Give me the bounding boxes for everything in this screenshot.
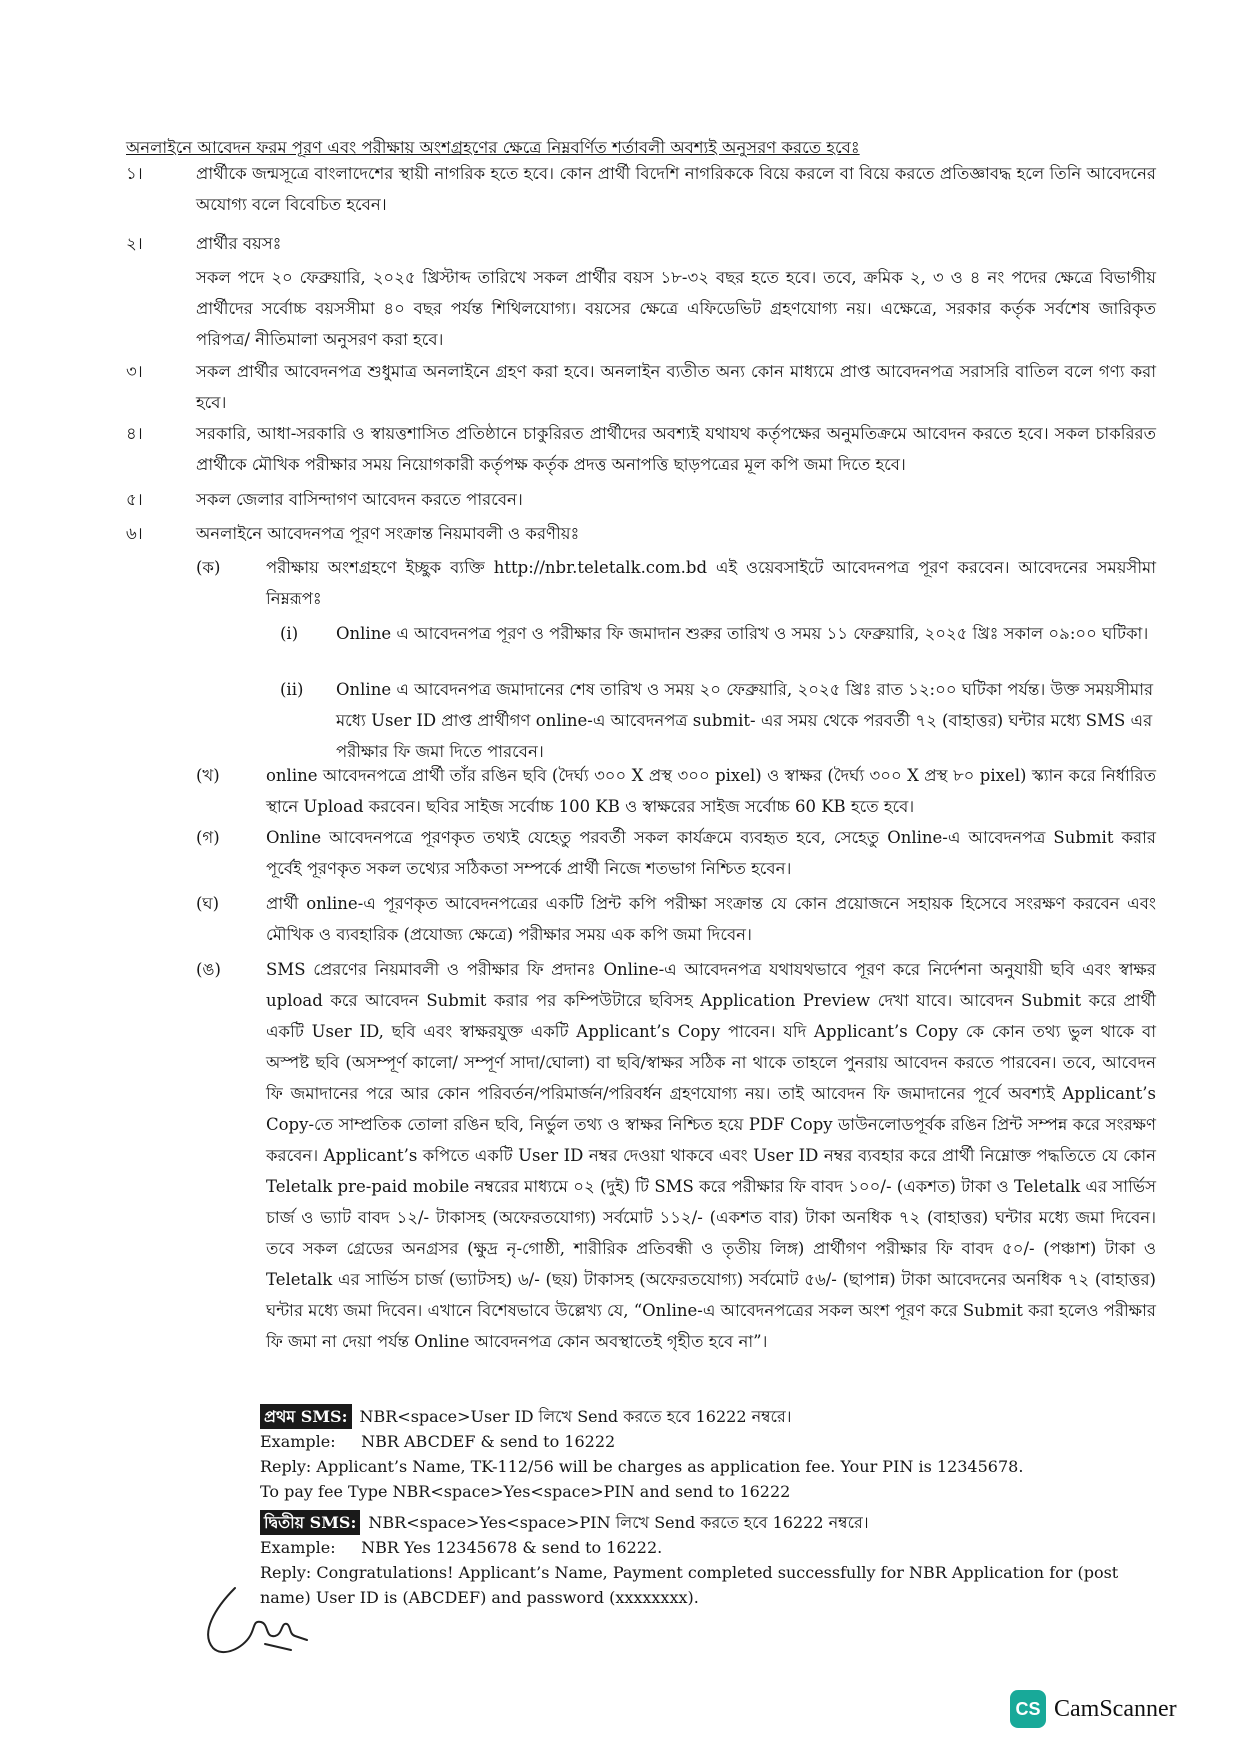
sub-item-ga-text: Online আবেদনপত্রে পূরণকৃত তথ্যই যেহেতু পরবর্তী সকল কার্যক্রমে ব্যবহৃত হবে, সেহেতু Online-এ আবেদনপত্র Submit করার পূর্বেই পূরণকৃত সকল তথ্যের সঠিকতা সম্পর্কে প্রার্থী নিজে শতভাগ নিশ্চিত হবেন। — [266, 828, 1156, 878]
second-sms-block — [260, 1510, 1160, 1610]
first-sms-instruction: NBR<space>User ID লিখে Send করতে হবে 16222 নম্বরে। — [359, 1407, 792, 1426]
camscanner-logo-icon: CS — [1010, 1690, 1046, 1728]
sub-item-ka-label: (ক) — [196, 558, 221, 577]
item-6-number: ৬। — [126, 524, 143, 543]
item-6-text: অনলাইনে আবেদনপত্র পূরণ সংক্রান্ত নিয়মাবলী ও করণীয়ঃ — [196, 524, 580, 543]
second-sms-instruction-line — [260, 1510, 1160, 1535]
item-2-title: প্রার্থীর বয়সঃ — [196, 234, 282, 253]
first-sms-label: প্রথম SMS: — [260, 1404, 352, 1429]
first-sms-example-label: Example: — [260, 1432, 336, 1451]
item-1-text: প্রার্থীকে জন্মসূত্রে বাংলাদেশের স্থায়ী নাগরিক হতে হবে। কোন প্রার্থী বিদেশি নাগরিককে বিয়ে করলে বা বিয়ে করতে প্রতিজ্ঞাবদ্ধ হলে তিনি আবেদনের অযোগ্য বলে বিবেচিত হবেন। — [196, 164, 1156, 214]
first-sms-reply-2: To pay fee Type NBR<space>Yes<space>PIN and send to 16222 — [260, 1482, 791, 1501]
item-5-number: ৫। — [126, 490, 143, 509]
roman-i-text: Online এ আবেদনপত্র পূরণ ও পরীক্ষার ফি জমাদান শুরুর তারিখ ও সময় ১১ ফেব্রুয়ারি, ২০২৫ খ্রিঃ সকাল ০৯:০০ ঘটিকা। — [336, 624, 1149, 643]
second-sms-instruction: NBR<space>Yes<space>PIN লিখে Send করতে হবে 16222 নম্বরে। — [368, 1513, 869, 1532]
item-3-number: ৩। — [126, 362, 143, 381]
sub-item-gha-label: (ঘ) — [196, 894, 220, 913]
first-sms-example: NBR ABCDEF & send to 16222 — [361, 1432, 616, 1451]
item-4-number: ৪। — [126, 424, 143, 443]
roman-i-label: (i) — [280, 624, 299, 643]
item-2-number: ২। — [126, 234, 143, 253]
sub-item-ka-text-after: এই ওয়েবসাইটে আবেদনপত্র পূরণ করবেন। আবেদনের সময়সীমা নিম্নরূপঃ — [266, 558, 1157, 608]
sub-item-kha-label: (খ) — [196, 766, 220, 785]
item-5-text: সকল জেলার বাসিন্দাগণ আবেদন করতে পারবেন। — [196, 490, 523, 509]
roman-ii-label: (ii) — [280, 680, 304, 699]
sub-item-umo-text: SMS প্রেরণের নিয়মাবলী ও পরীক্ষার ফি প্রদানঃ Online-এ আবেদনপত্র যথাযথভাবে পূরণ করে নির্দেশনা অনুযায়ী ছবি এবং স্বাক্ষর upload করে আবেদন Submit করার পর কম্পিউটারে ছবিসহ Application Preview দেখা যাবে। আবেদন Submit করে প্রার্থী একটি User ID, ছবি এবং স্বাক্ষরযুক্ত একটি Applicant’s Copy পাবেন। যদি Applicant’s Copy কে কোন তথ্য ভুল থাকে বা অস্পষ্ট ছবি (অসম্পূর্ণ কালো/ সম্পূর্ণ সাদা/ঘোলা) বা ছবি/স্বাক্ষর সঠিক না থাকে তাহলে পুনরায় আবেদন করতে পারবেন। তবে, আবেদন ফি জমাদানের পরে আর কোন পরিবর্তন/পরিমার্জন/পরিবর্ধন গ্রহণযোগ্য নয়। তাই আবেদন ফি জমাদানের পূর্বে অবশ্যই Applicant’s Copy-তে সাম্প্রতিক তোলা রঙিন ছবি, নির্ভুল তথ্য ও স্বাক্ষর নিশ্চিত হয়ে PDF Copy ডাউনলোডপূর্বক রঙিন প্রিন্ট সম্পন্ন করে সংরক্ষণ করবেন। Applicant’s কপিতে একটি User ID নম্বর দেওয়া থাকবে এবং User ID নম্বর ব্যবহার করে প্রার্থী নিম্নোক্ত পদ্ধতিতে যে কোন Teletalk pre-paid mobile নম্বরের মাধ্যমে ০২ (দুই) টি SMS করে পরীক্ষার ফি বাবদ ১০০/- (একশত) টাকা ও Teletalk এর সার্ভিস চার্জ ও ভ্যাট বাবদ ১২/- টাকাসহ (অফেরতযোগ্য) সর্বমোট ১১২/- (একশত বার) টাকা অনধিক ৭২ (বাহাত্তর) ঘন্টার মধ্যে জমা দিবেন। তবে সকল গ্রেডের অনগ্রসর (ক্ষুদ্র নৃ-গোষ্ঠী, শারীরিক প্রতিবন্ধী ও তৃতীয় লিঙ্গ) প্রার্থীগণ পরীক্ষার ফি বাবদ ৫০/- (পঞ্চাশ) টাকা ও Teletalk এর সার্ভিস চার্জ (ভ্যাটসহ) ৬/- (ছয়) টাকাসহ (অফেরতযোগ্য) সর্বমোট ৫৬/- (ছাপান্ন) টাকা আবেদনের অনধিক ৭২ (বাহাত্তর) ঘন্টার মধ্যে জমা দিবেন। এখানে বিশেষভাবে উল্লেখ্য যে, “Online-এ আবেদনপত্রের সকল অংশ পূরণ করে Submit করা হলেও পরীক্ষার ফি জমা না দেয়া পর্যন্ত Online আবেদনপত্র কোন অবস্থাতেই গৃহীত হবে না”। — [266, 960, 1156, 1351]
first-sms-example-line — [260, 1429, 1160, 1454]
second-sms-example-label: Example: — [260, 1538, 336, 1557]
sub-item-ka-text-before: পরীক্ষায় অংশগ্রহণে ইচ্ছুক ব্যক্তি — [266, 558, 485, 577]
sub-item-umo-label: (ঙ) — [196, 960, 221, 979]
handwritten-signature — [195, 1578, 315, 1668]
sub-item-kha-text: online আবেদনপত্রে প্রার্থী তাঁর রঙিন ছবি (দৈর্ঘ্য ৩০০ X প্রস্থ ৩০০ pixel) ও স্বাক্ষর (দৈর্ঘ্য ৩০০ X প্রস্থ ৮০ pixel) স্ক্যান করে নির্ধারিত স্থানে Upload করবেন। ছবির সাইজ সর্বোচ্চ 100 KB ও স্বাক্ষরের সাইজ সর্বোচ্চ 60 KB হতে হবে। — [266, 766, 1156, 816]
first-sms-instruction-line — [260, 1404, 1160, 1429]
camscanner-watermark — [1010, 1690, 1177, 1728]
item-3-text: সকল প্রার্থীর আবেদনপত্র শুধুমাত্র অনলাইনে গ্রহণ করা হবে। অনলাইন ব্যতীত অন্য কোন মাধ্যমে প্রাপ্ত আবেদনপত্র সরাসরি বাতিল বলে গণ্য করা হবে। — [196, 362, 1156, 412]
camscanner-label: CamScanner — [1054, 1695, 1177, 1722]
roman-ii-text: Online এ আবেদনপত্র জমাদানের শেষ তারিখ ও সময় ২০ ফেব্রুয়ারি, ২০২৫ খ্রিঃ রাত ১২:০০ ঘটিকা পর্যন্ত। উক্ত সময়সীমার মধ্যে User ID প্রাপ্ত প্রার্থীগণ online-এ আবেদনপত্র submit- এর সময় থেকে পরবর্তী ৭২ (বাহাত্তর) ঘন্টার মধ্যে SMS এর পরীক্ষার ফি জমা দিতে পারবেন। — [336, 680, 1154, 761]
conditions-heading: অনলাইনে আবেদন ফরম পূরণ এবং পরীক্ষায় অংশগ্রহণের ক্ষেত্রে নিম্নবর্ণিত শর্তাবলী অবশ্যই অনুসরণ করতে হবেঃ — [126, 138, 860, 157]
sub-item-ka-text — [266, 552, 1156, 614]
second-sms-reply: Reply: Congratulations! Applicant’s Name, Payment completed successfully for NBR Application for (post name) User ID is (ABCDEF) and password (xxxxxxxx). — [260, 1563, 1119, 1607]
sub-item-gha-text: প্রার্থী online-এ পূরণকৃত আবেদনপত্রের একটি প্রিন্ট কপি পরীক্ষা সংক্রান্ত যে কোন প্রয়োজনে সহায়ক হিসেবে সংরক্ষণ করবেন এবং মৌখিক ও ব্যবহারিক (প্রযোজ্য ক্ষেত্রে) পরীক্ষার সময় এক কপি জমা দিবেন। — [266, 894, 1156, 944]
first-sms-reply-1: Reply: Applicant’s Name, TK-112/56 will be charges as application fee. Your PIN is 12345678. — [260, 1457, 1024, 1476]
item-1-number: ১। — [126, 164, 143, 183]
teletalk-website-link[interactable]: http://nbr.teletalk.com.bd — [493, 558, 708, 577]
item-4-text: সরকারি, আধা-সরকারি ও স্বায়ত্তশাসিত প্রতিষ্ঠানে চাকুরিরত প্রার্থীদের অবশ্যই যথাযথ কর্তৃপক্ষের অনুমতিক্রমে আবেদন করতে হবে। সকল চাকরিরত প্রার্থীকে মৌখিক পরীক্ষার সময় নিয়োগকারী কর্তৃপক্ষ কর্তৃক প্রদত্ত অনাপত্তি ছাড়পত্রের মূল কপি জমা দিতে হবে। — [196, 424, 1156, 474]
second-sms-label: দ্বিতীয় SMS: — [260, 1510, 360, 1535]
sub-item-ga-label: (গ) — [196, 828, 220, 847]
second-sms-example: NBR Yes 12345678 & send to 16222. — [361, 1538, 663, 1557]
first-sms-block — [260, 1404, 1160, 1504]
item-2-text: সকল পদে ২০ ফেব্রুয়ারি, ২০২৫ খ্রিস্টাব্দ তারিখে সকল প্রার্থীর বয়স ১৮-৩২ বছর হতে হবে। তবে, ক্রমিক ২, ৩ ও ৪ নং পদের ক্ষেত্রে বিভাগীয় প্রার্থীদের সর্বোচ্চ বয়সসীমা ৪০ বছর পর্যন্ত শিথিলযোগ্য। বয়সের ক্ষেত্রে এফিডেভিট গ্রহণযোগ্য নয়। এক্ষেত্রে, সরকার কর্তৃক সর্বশেষ জারিকৃত পরিপত্র/ নীতিমালা অনুসরণ করা হবে। — [196, 268, 1156, 349]
second-sms-example-line — [260, 1535, 1160, 1560]
